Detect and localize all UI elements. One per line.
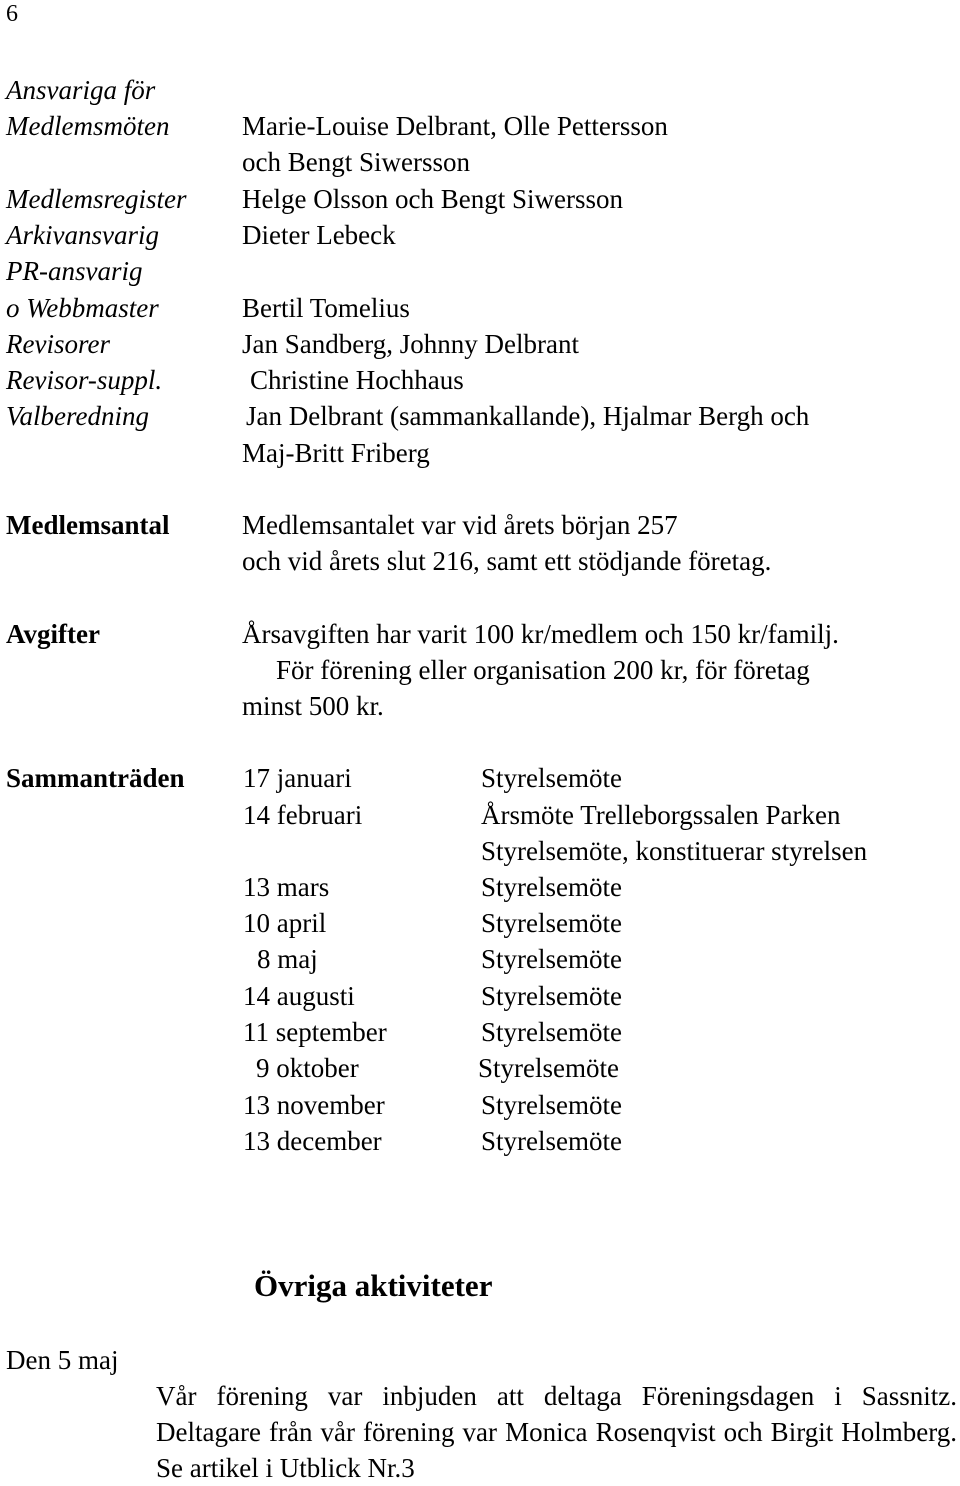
membership-text: och vid årets slut 216, samt ett stödjande företag. [242, 546, 772, 576]
fees-text: Årsavgiften har varit 100 kr/medlem och 150 kr/familj. [242, 619, 839, 649]
meeting-event: Styrelsemöte [481, 1090, 622, 1120]
role-label: Revisorer [6, 329, 110, 359]
other-activities-heading: Övriga aktiviteter [254, 1268, 493, 1303]
meeting-event: Styrelsemöte, konstituerar styrelsen [481, 836, 868, 866]
meeting-event: Styrelsemöte [481, 763, 622, 793]
role-label: Arkivansvarig [6, 220, 159, 250]
role-label: Medlemsmöten [6, 111, 170, 141]
role-names: Maj-Britt Friberg [242, 438, 430, 468]
meeting-date: 10 april [243, 908, 327, 938]
meetings-label: Sammanträden [6, 763, 185, 793]
role-label: Revisor-suppl. [6, 365, 163, 395]
meeting-event: Styrelsemöte [481, 944, 622, 974]
role-names: Jan Sandberg, Johnny Delbrant [242, 329, 579, 359]
activity-date: Den 5 maj [6, 1345, 119, 1375]
meeting-date: 11 september [243, 1017, 387, 1047]
meeting-date: 14 augusti [243, 981, 355, 1011]
meeting-date: 9 oktober [256, 1053, 359, 1083]
membership-label: Medlemsantal [6, 510, 170, 540]
role-label: Valberedning [6, 401, 149, 431]
meeting-date: 17 januari [243, 763, 352, 793]
role-label: Medlemsregister [6, 184, 187, 214]
role-names: Marie-Louise Delbrant, Olle Pettersson [242, 111, 668, 141]
role-label: o Webbmaster [6, 293, 159, 323]
meeting-event: Styrelsemöte [478, 1053, 619, 1083]
fees-label: Avgifter [6, 619, 100, 649]
role-label: PR-ansvarig [6, 256, 143, 286]
activity-paragraph: Vår förening var inbjuden att deltaga Föreningsdagen i Sassnitz. Deltagare från vår förening var Monica Rosenqvist och Birgit Holmberg. Se artikel i Utblick Nr.3 [156, 1381, 957, 1483]
membership-text: Medlemsantalet var vid årets början 257 [242, 510, 678, 540]
fees-text: minst 500 kr. [242, 691, 384, 721]
meeting-event: Styrelsemöte [481, 1126, 622, 1156]
meeting-date: 13 mars [243, 872, 330, 902]
meeting-event: Styrelsemöte [481, 1017, 622, 1047]
meeting-date: 8 maj [257, 944, 318, 974]
role-label: Ansvariga för [6, 75, 156, 105]
meeting-event: Årsmöte Trelleborgssalen Parken [481, 800, 841, 830]
role-names: Jan Delbrant (sammankallande), Hjalmar Bergh och [246, 401, 810, 431]
meeting-date: 14 februari [243, 800, 363, 830]
meeting-event: Styrelsemöte [481, 981, 622, 1011]
role-names: Bertil Tomelius [242, 293, 410, 323]
meeting-event: Styrelsemöte [481, 872, 622, 902]
role-names: Christine Hochhaus [250, 365, 464, 395]
role-names: Dieter Lebeck [242, 220, 396, 250]
meeting-event: Styrelsemöte [481, 908, 622, 938]
role-names: Helge Olsson och Bengt Siwersson [242, 184, 623, 214]
meeting-date: 13 december [243, 1126, 382, 1156]
role-names: och Bengt Siwersson [242, 147, 470, 177]
meeting-date: 13 november [243, 1090, 385, 1120]
fees-text: För förening eller organisation 200 kr, för företag [276, 655, 810, 685]
page-number: 6 [6, 1, 18, 27]
